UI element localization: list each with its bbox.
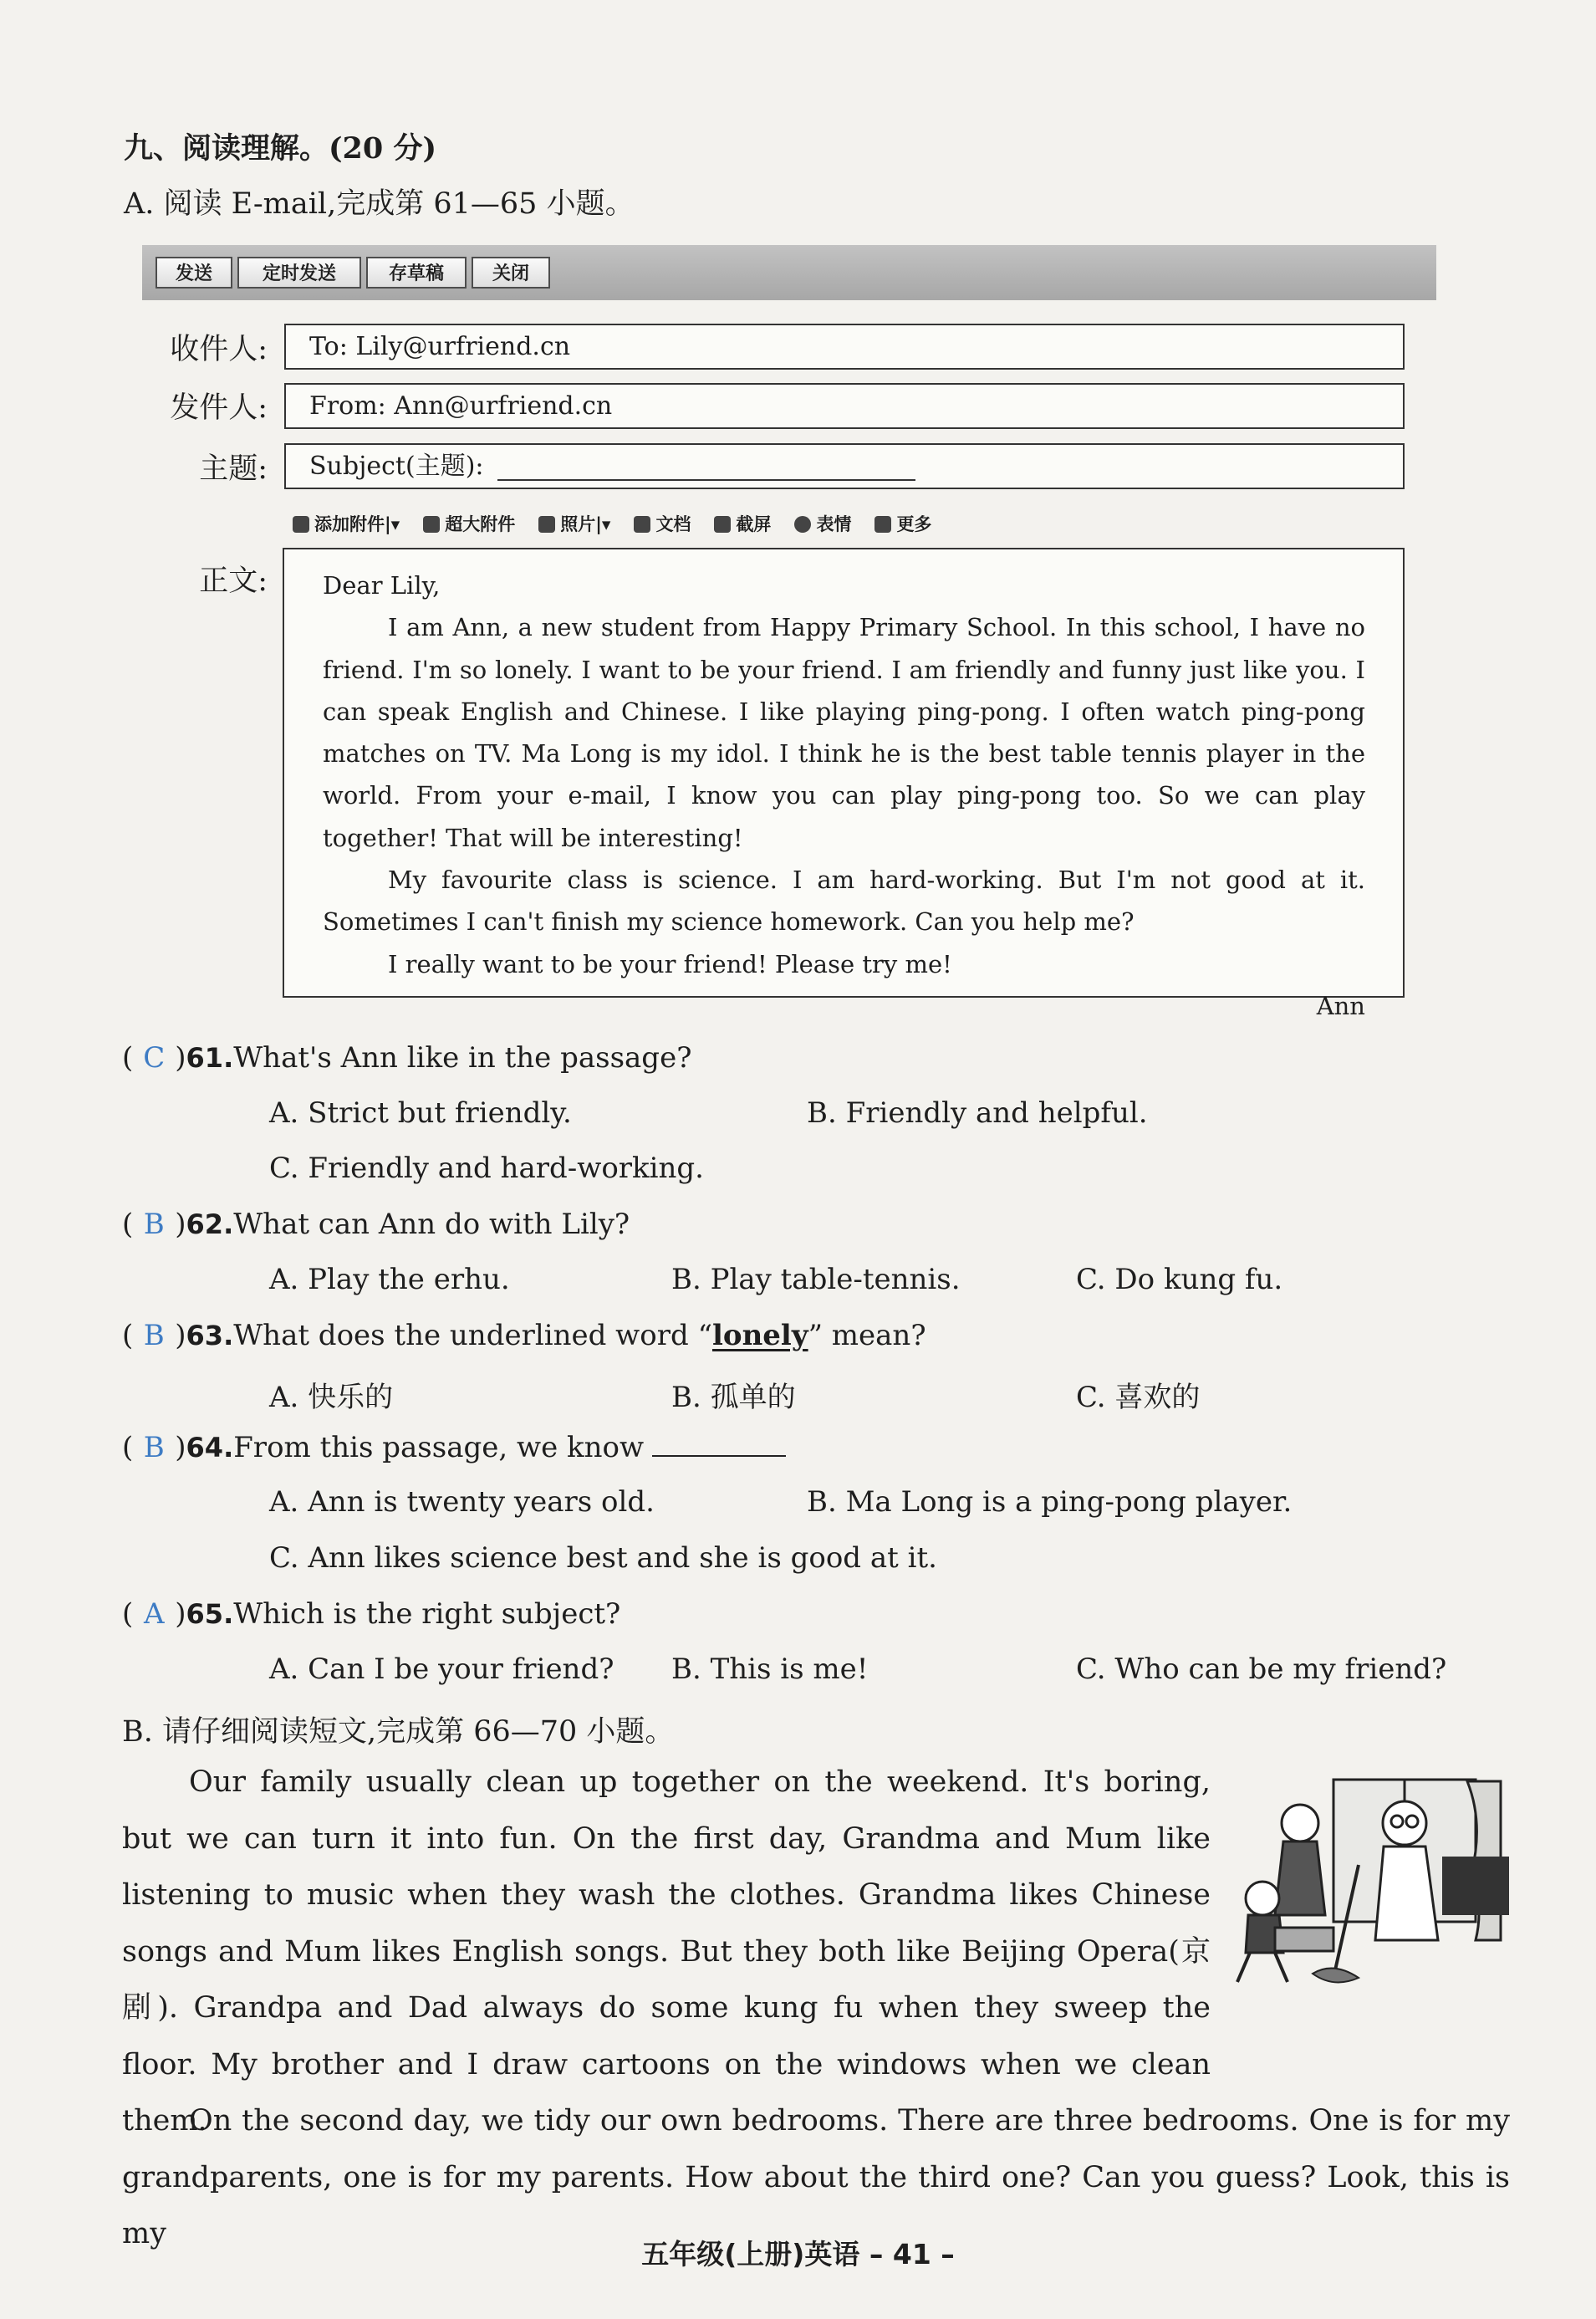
question-text: From this passage, we know <box>233 1431 645 1464</box>
passage-b-paragraph-2: On the second day, we tidy our own bedrooms. There are three bedrooms. One is for my grandparents, one is for my parents. How about the third one? Can you guess? Look, this is my <box>122 2104 1510 2250</box>
emoji-button[interactable]: 表情 <box>794 511 851 536</box>
answer-blank <box>652 1430 786 1457</box>
question-text: What's Ann like in the passage? <box>233 1041 692 1075</box>
part-b-instruction: B. 请仔细阅读短文,完成第 66—70 小题。 <box>122 1715 675 1749</box>
question-64: ( B )64.From this passage, we know <box>122 1430 786 1464</box>
option-63-c[interactable]: C. 喜欢的 <box>1076 1381 1201 1414</box>
scissors-icon <box>714 516 731 533</box>
email-paragraph: I am Ann, a new student from Happy Primary School. In this school, I have no friend. I'm so lonely. I want to be your friend. I am friendly and funny just like you. I can speak English and Chinese. I like playing ping-pong. I often watch ping-pong matches on TV. Ma Long is my idol. I think he is the best table tennis player in the world. From your e-mail, I know you can play ping-pong too. So we can play together! That will be interesting! <box>323 613 1365 852</box>
answer-63[interactable]: B <box>143 1319 165 1352</box>
option-61-b[interactable]: B. Friendly and helpful. <box>807 1096 1148 1130</box>
option-62-b[interactable]: B. Play table-tennis. <box>671 1263 961 1296</box>
option-61-c[interactable]: C. Friendly and hard-working. <box>269 1152 704 1185</box>
to-label: 收件人: <box>170 333 268 366</box>
answer-61[interactable]: C <box>143 1041 166 1075</box>
boy-leg-left <box>1237 1953 1250 1982</box>
send-button[interactable]: 发送 <box>156 257 232 289</box>
add-attachment-button[interactable]: 添加附件|▾ <box>293 511 400 536</box>
email-signature: Ann <box>1316 991 1365 1020</box>
body-label: 正文: <box>199 564 268 598</box>
question-text: What can Ann do with Lily? <box>233 1208 630 1241</box>
option-65-c[interactable]: C. Who can be my friend? <box>1076 1652 1447 1686</box>
from-field[interactable]: From: Ann@urfriend.cn <box>284 383 1405 429</box>
photo-icon <box>538 516 555 533</box>
screenshot-button[interactable]: 截屏 <box>714 511 771 536</box>
mop-head <box>1313 1969 1359 1983</box>
save-draft-button[interactable]: 存草稿 <box>366 257 467 289</box>
large-attachment-button[interactable]: 超大附件 <box>423 511 515 536</box>
scheduled-send-button[interactable]: 定时发送 <box>237 257 361 289</box>
attachment-toolbar <box>293 507 931 540</box>
document-button[interactable]: 文档 <box>634 511 691 536</box>
close-button[interactable]: 关闭 <box>472 257 550 289</box>
subject-label: 主题: <box>199 452 268 486</box>
grandma-head <box>1282 1805 1318 1841</box>
option-64-a[interactable]: A. Ann is twenty years old. <box>269 1485 655 1519</box>
option-65-a[interactable]: A. Can I be your friend? <box>269 1652 614 1686</box>
tv-set <box>1442 1857 1509 1915</box>
question-62: ( B )62.What can Ann do with Lily? <box>122 1208 630 1241</box>
passage-b-paragraph-1: Our family usually clean up together on the weekend. It's boring, but we can turn it into fun. On the first day, Grandma and Mum like listening to music when they wash the clothes. Grandma likes Chinese songs and Mum likes English songs. But they both like Beijing Opera(京剧). Grandpa and Dad always do some kung fu when they sweep the floor. My brother and I draw cartoons on the windows when we clean them. <box>122 1765 1211 2138</box>
boy-leg-right <box>1275 1953 1288 1982</box>
part-a-instruction: A. 阅读 E-mail,完成第 61—65 小题。 <box>124 187 635 221</box>
option-64-b[interactable]: B. Ma Long is a ping-pong player. <box>807 1485 1293 1519</box>
email-toolbar <box>142 245 1436 300</box>
email-greeting: Dear Lily, <box>323 571 441 600</box>
paperclip-icon <box>293 516 309 533</box>
option-62-a[interactable]: A. Play the erhu. <box>269 1263 510 1296</box>
option-61-a[interactable]: A. Strict but friendly. <box>269 1096 572 1130</box>
underlined-word: lonely <box>711 1319 808 1352</box>
grandma-body <box>1275 1841 1325 1915</box>
question-65: ( A )65.Which is the right subject? <box>122 1597 621 1631</box>
photo-button[interactable]: 照片|▾ <box>538 511 610 536</box>
smiley-icon <box>794 516 811 533</box>
question-61: ( C )61.What's Ann like in the passage? <box>122 1041 692 1075</box>
option-64-c[interactable]: C. Ann likes science best and she is good at it. <box>269 1541 937 1575</box>
section-title: 九、阅读理解。(20 分) <box>124 131 437 166</box>
option-63-b[interactable]: B. 孤单的 <box>671 1381 796 1414</box>
question-63: ( B )63.What does the underlined word “lonely” mean? <box>122 1319 926 1352</box>
email-paragraph: My favourite class is science. I am hard-working. But I'm not good at it. Sometimes I can't finish my science homework. Can you help me? <box>323 866 1365 937</box>
question-text: Which is the right subject? <box>233 1597 621 1631</box>
answer-62[interactable]: B <box>143 1208 165 1241</box>
grandpa-head <box>1383 1801 1426 1845</box>
grandpa-apron <box>1375 1847 1438 1940</box>
page-footer: 五年级(上册)英语 – 41 – <box>641 2238 955 2270</box>
option-65-b[interactable]: B. This is me! <box>671 1652 869 1686</box>
document-icon <box>634 516 650 533</box>
family-cleaning-illustration <box>1233 1773 1517 1990</box>
answer-65[interactable]: A <box>143 1597 165 1631</box>
cleaning-cartoon-svg <box>1233 1773 1517 1990</box>
email-body[interactable] <box>283 548 1405 1020</box>
from-label: 发件人: <box>170 391 268 425</box>
boy-head <box>1246 1882 1279 1915</box>
grid-icon <box>874 516 891 533</box>
more-button[interactable]: 更多 <box>874 511 931 536</box>
option-62-c[interactable]: C. Do kung fu. <box>1076 1263 1283 1296</box>
option-63-a[interactable]: A. 快乐的 <box>269 1381 394 1414</box>
subject-blank <box>497 454 915 481</box>
subject-prefix: Subject(主题): <box>309 452 484 481</box>
email-paragraph: I really want to be your friend! Please try me! <box>388 949 952 978</box>
to-field[interactable]: To: Lily@urfriend.cn <box>284 324 1405 370</box>
answer-64[interactable]: B <box>143 1431 165 1464</box>
bucket <box>1275 1928 1333 1951</box>
paperclip-icon <box>423 516 440 533</box>
subject-field[interactable] <box>284 443 1405 489</box>
